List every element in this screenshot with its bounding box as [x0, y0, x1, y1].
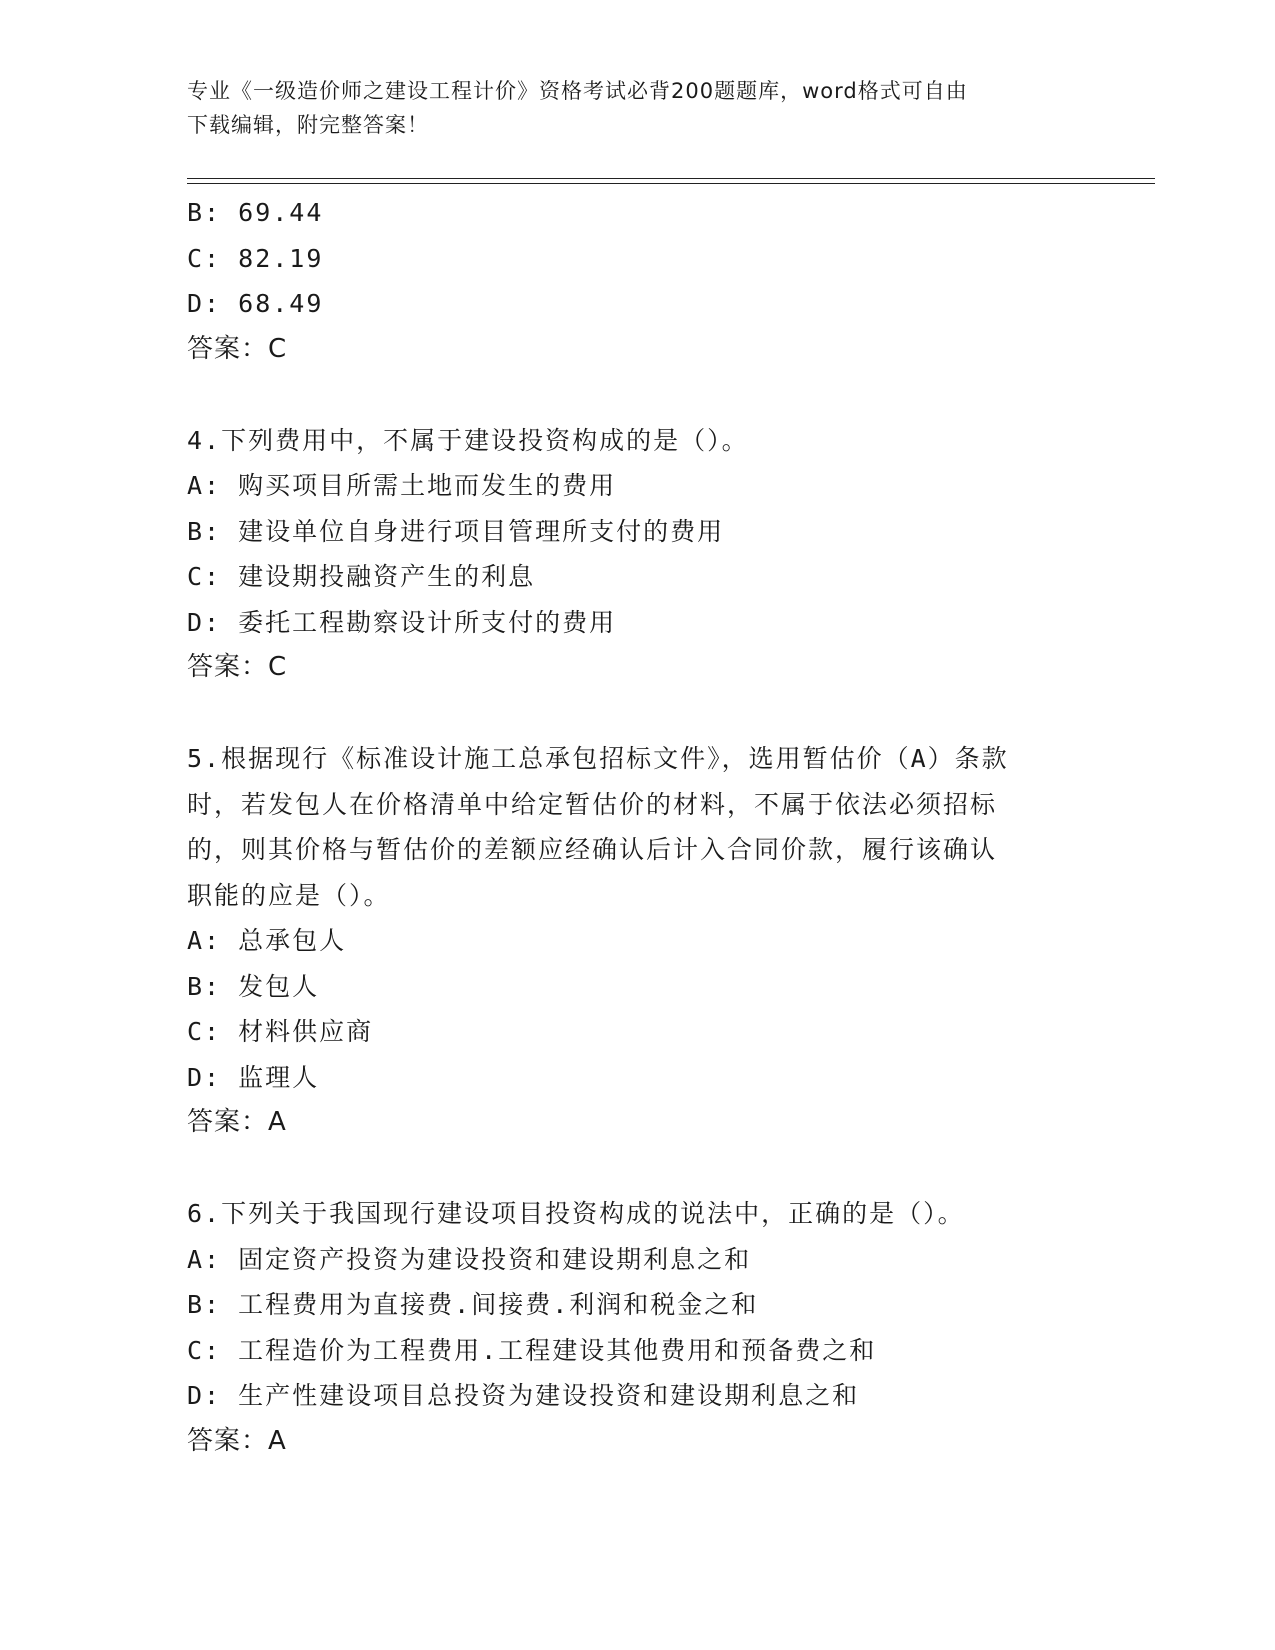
- option-c: C: 工程造价为工程费用.工程建设其他费用和预备费之和: [187, 1335, 877, 1365]
- answer: 答案：C: [187, 333, 288, 364]
- question-content: [187, 190, 1087, 1464]
- option-d: D: 生产性建设项目总投资为建设投资和建设期利息之和: [187, 1381, 860, 1410]
- option-a: A: 固定资产投资为建设投资和建设期利息之和: [187, 1244, 752, 1274]
- option-c: C: 建设期投融资产生的利息: [187, 562, 536, 591]
- question-6: [187, 1191, 1087, 1464]
- spacer: [187, 372, 1087, 418]
- option-d: D: 监理人: [187, 1062, 320, 1092]
- header-line-2: 下载编辑，附完整答案！: [187, 113, 429, 137]
- answer: 答案：A: [187, 1107, 287, 1137]
- question-3-tail: [187, 190, 1087, 372]
- question-4: [187, 418, 1087, 691]
- question-stem: 6.下列关于我国现行建设项目投资构成的说法中，正确的是（）。: [187, 1199, 965, 1228]
- header-line-1: 专业《一级造价师之建设工程计价》资格考试必背200题题库，word格式可自由: [187, 79, 968, 103]
- stem-line: 职能的应是（）。: [187, 880, 391, 910]
- option-b: B: 发包人: [187, 971, 320, 1001]
- option-c: C: 82.19: [187, 243, 324, 273]
- header-divider-bottom: [187, 183, 1155, 184]
- option-d: D: 68.49: [187, 289, 324, 318]
- question-stem: 4.下列费用中，不属于建设投资构成的是（）。: [187, 425, 749, 455]
- spacer: [187, 691, 1087, 737]
- option-c: C: 材料供应商: [187, 1017, 374, 1046]
- option-a: A: 购买项目所需土地而发生的费用: [187, 471, 617, 500]
- question-stem: [187, 736, 1087, 918]
- option-b: B: 建设单位自身进行项目管理所支付的费用: [187, 516, 725, 546]
- stem-line: 的，则其价格与暂估价的差额应经确认后计入合同价款，履行该确认: [187, 835, 998, 864]
- answer: 答案：A: [187, 1425, 287, 1456]
- spacer: [187, 1146, 1087, 1192]
- option-d: D: 委托工程勘察设计所支付的费用: [187, 607, 617, 637]
- document-header: [187, 74, 1087, 142]
- header-divider-top: [187, 178, 1155, 179]
- stem-line: 5.根据现行《标准设计施工总承包招标文件》，选用暂估价（A）条款: [187, 744, 1009, 773]
- option-b: B: 69.44: [187, 198, 324, 227]
- option-a: A: 总承包人: [187, 926, 347, 955]
- stem-line: 时，若发包人在价格清单中给定暂估价的材料，不属于依法必须招标: [187, 789, 998, 819]
- question-5: [187, 736, 1087, 1146]
- option-b: B: 工程费用为直接费.间接费.利润和税金之和: [187, 1290, 759, 1319]
- answer: 答案：C: [187, 652, 288, 682]
